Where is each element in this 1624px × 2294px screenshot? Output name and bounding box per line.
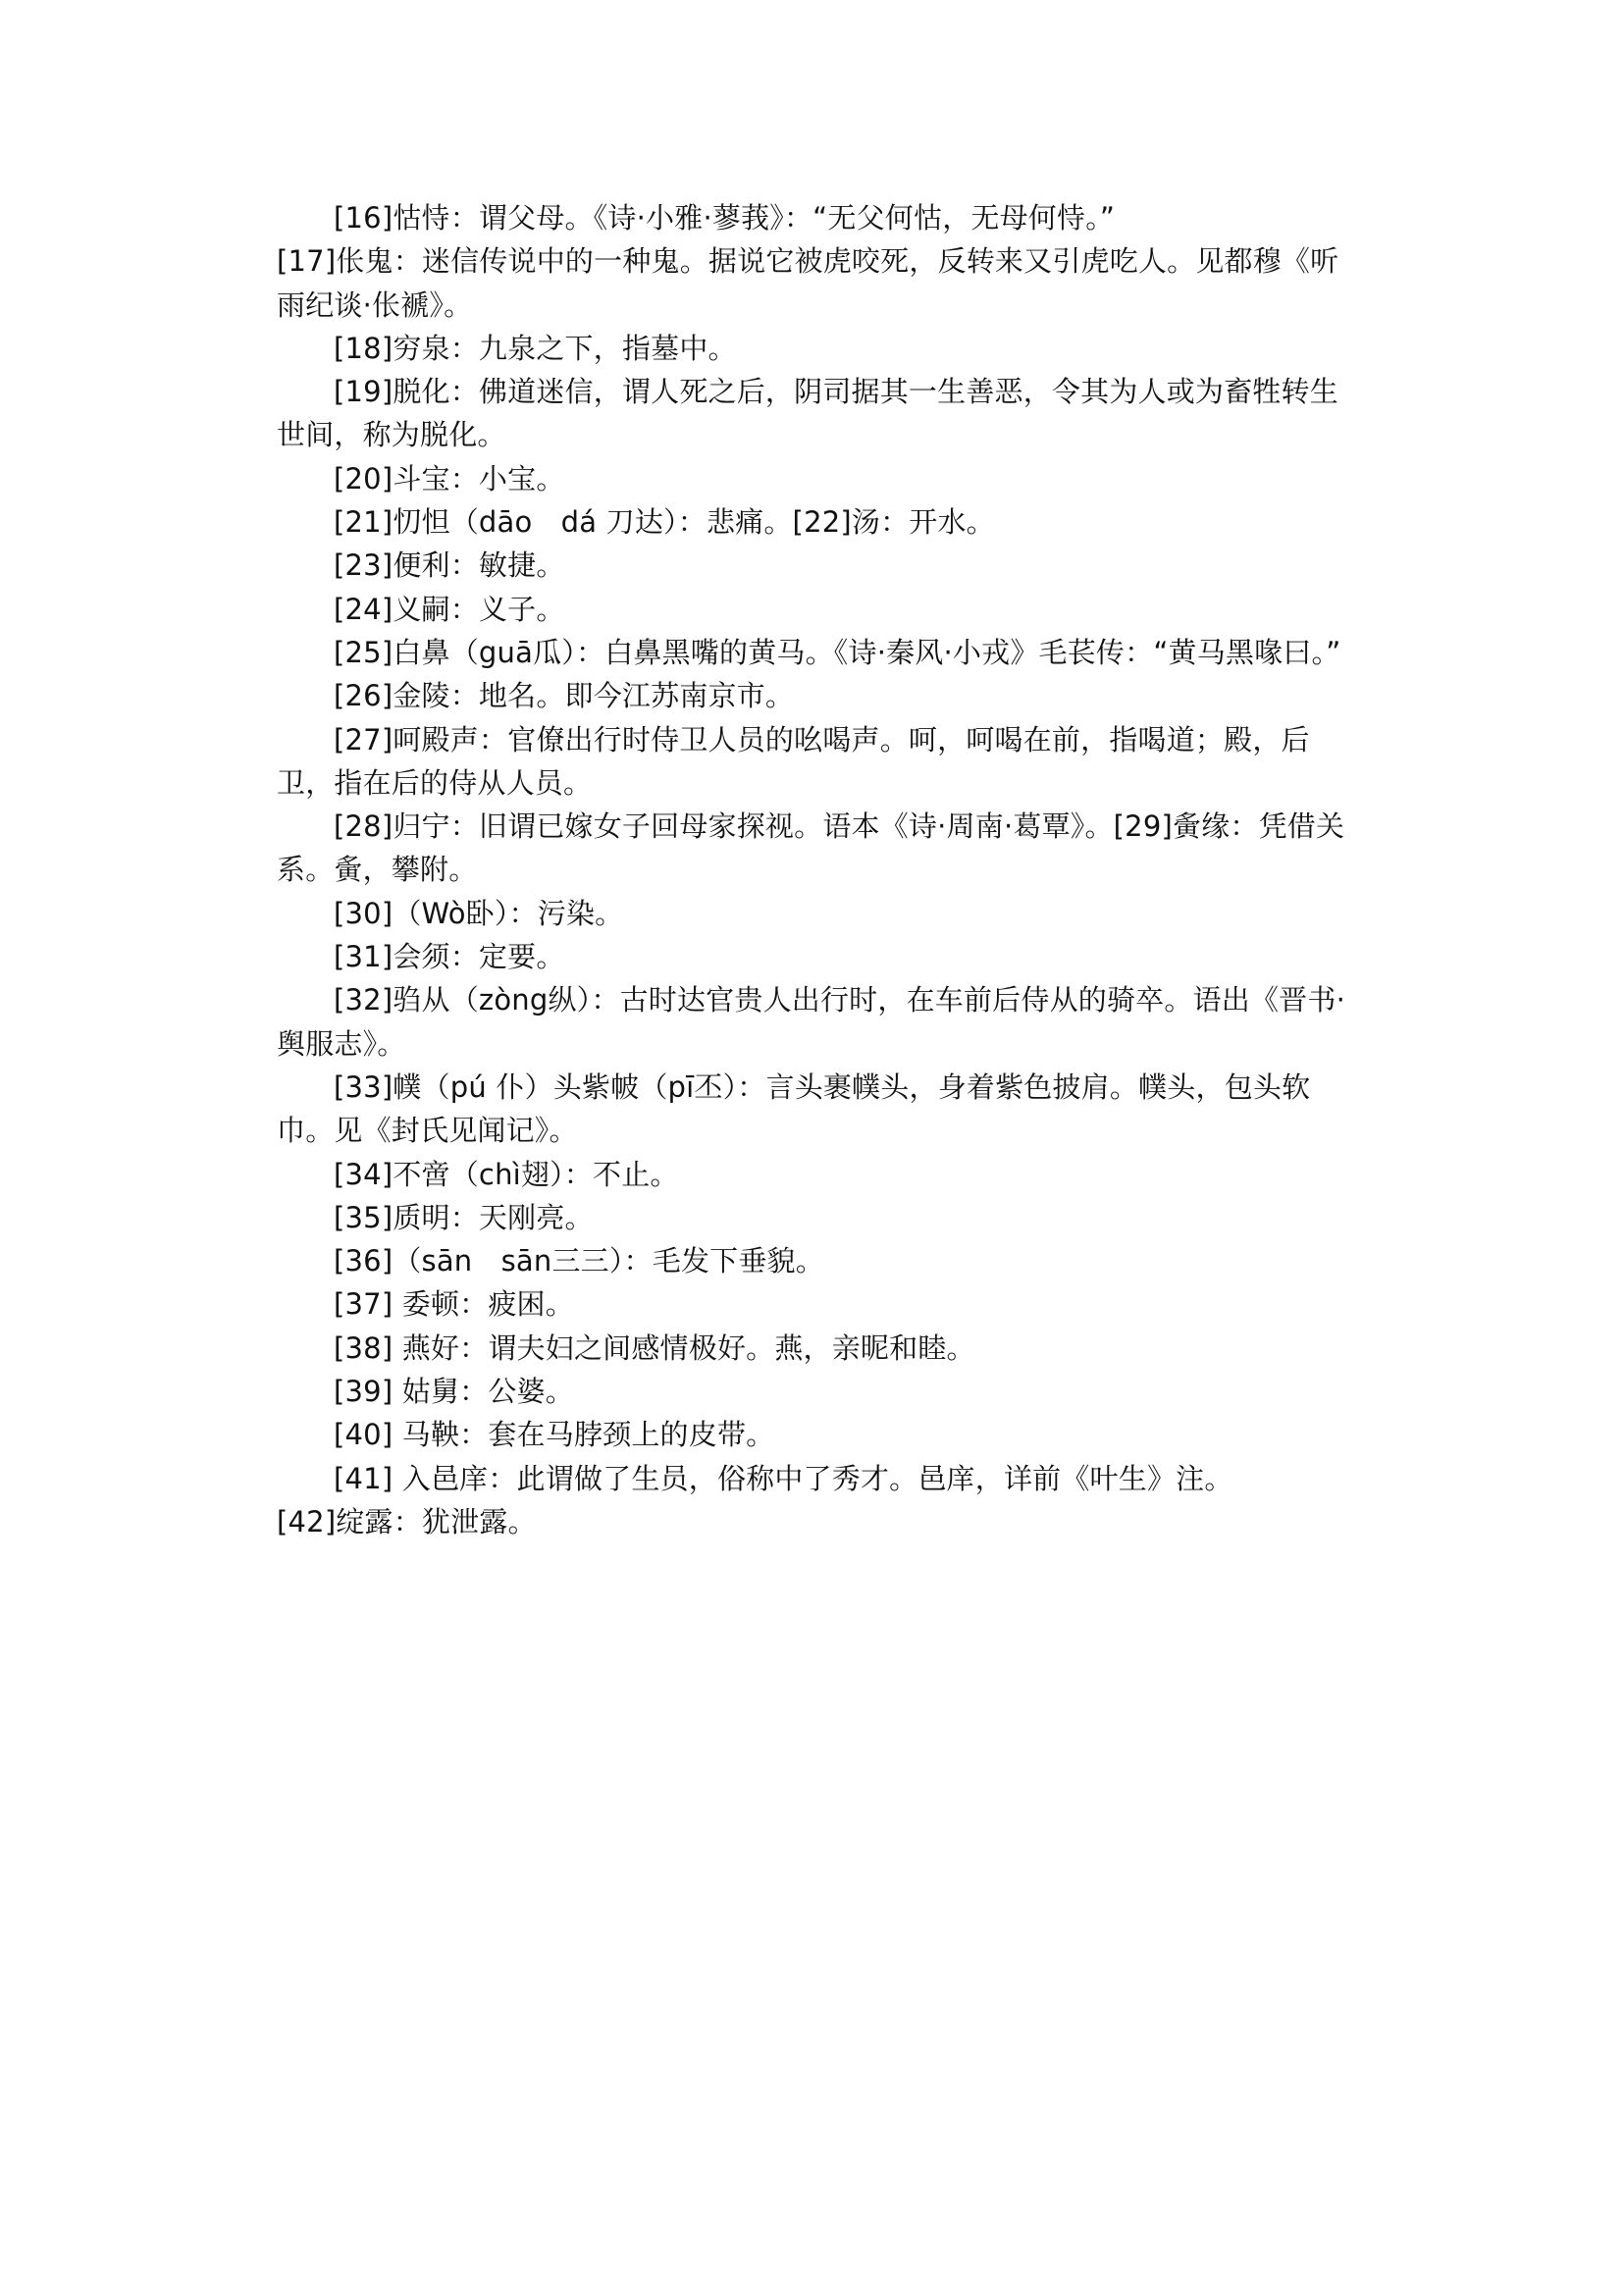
note-26: [26]金陵：地名。即今江苏南京市。 <box>334 679 795 713</box>
note-25: [25]白鼻（guā瓜）：白鼻黑嘴的黄马。《诗·秦风·小戎》毛苌传：“黄马黑喙曰。” <box>334 635 1341 669</box>
note-27: [27]呵殿声：官僚出行时侍卫人员的吆喝声。呵，呵喝在前，指喝道；殿，后卫，指在后的侍从人员。 <box>277 722 1310 800</box>
note-31: [31]会须：定要。 <box>334 940 565 974</box>
note-17: [17]伥鬼：迷信传说中的一种鬼。据说它被虎咬死，反转来又引虎吃人。见都穆《听雨纪谈·伥褫》。 <box>277 244 1339 322</box>
note-33: [33]幞（pú 仆）头紫帔（pī丕）：言头裹幞头，身着紫色披肩。幞头，包头软巾。见《封氏见闻记》。 <box>277 1069 1311 1148</box>
note-19: [19]脱化：佛道迷信，谓人死之后，阴司据其一生善恶，令其为人或为畜牲转生世间，称为脱化。 <box>277 375 1338 452</box>
note-37: [37] 委顿：疲困。 <box>334 1287 574 1322</box>
note-38: [38] 燕好：谓夫妇之间感情极好。燕，亲昵和睦。 <box>334 1330 975 1365</box>
note-28-29: [28]归宁：旧谓已嫁女子回母家探视。语本《诗·周南·葛覃》。[29]夤缘：凭借关系。夤，攀附。 <box>277 809 1345 887</box>
note-24: [24]义嗣：义子。 <box>334 592 565 626</box>
note-23: [23]便利：敏捷。 <box>334 548 565 583</box>
note-42: [42]绽露：犹泄露。 <box>277 1504 537 1538</box>
note-40: [40] 马鞅：套在马脖颈上的皮带。 <box>334 1418 775 1452</box>
note-36: [36]（sān sān三三）：毛发下垂貌。 <box>334 1244 824 1278</box>
annotation-page <box>277 196 1366 1543</box>
note-39: [39] 姑舅：公婆。 <box>334 1375 574 1409</box>
note-18: [18]穷泉：九泉之下，指墓中。 <box>334 331 737 365</box>
note-21-22: [21]忉怛（dāo dá 刀达）：悲痛。[22]汤：开水。 <box>334 505 995 540</box>
note-30: [30]（Wò卧）：污染。 <box>334 896 624 930</box>
note-35: [35]质明：天刚亮。 <box>334 1200 594 1234</box>
note-20: [20]斗宝：小宝。 <box>334 461 565 495</box>
note-32: [32]驺从（zòng纵）：古时达官贵人出行时，在车前后侍从的骑卒。语出《晋书·舆服志》。 <box>277 983 1346 1061</box>
note-34: [34]不啻（chì翅）：不止。 <box>334 1157 679 1191</box>
note-41: [41] 入邑庠：此谓做了生员，俗称中了秀才。邑庠，详前《叶生》注。 <box>334 1461 1233 1495</box>
note-16: [16]怙恃：谓父母。《诗·小雅·蓼莪》：“无父何怙，无母何恃。” <box>334 201 1116 235</box>
